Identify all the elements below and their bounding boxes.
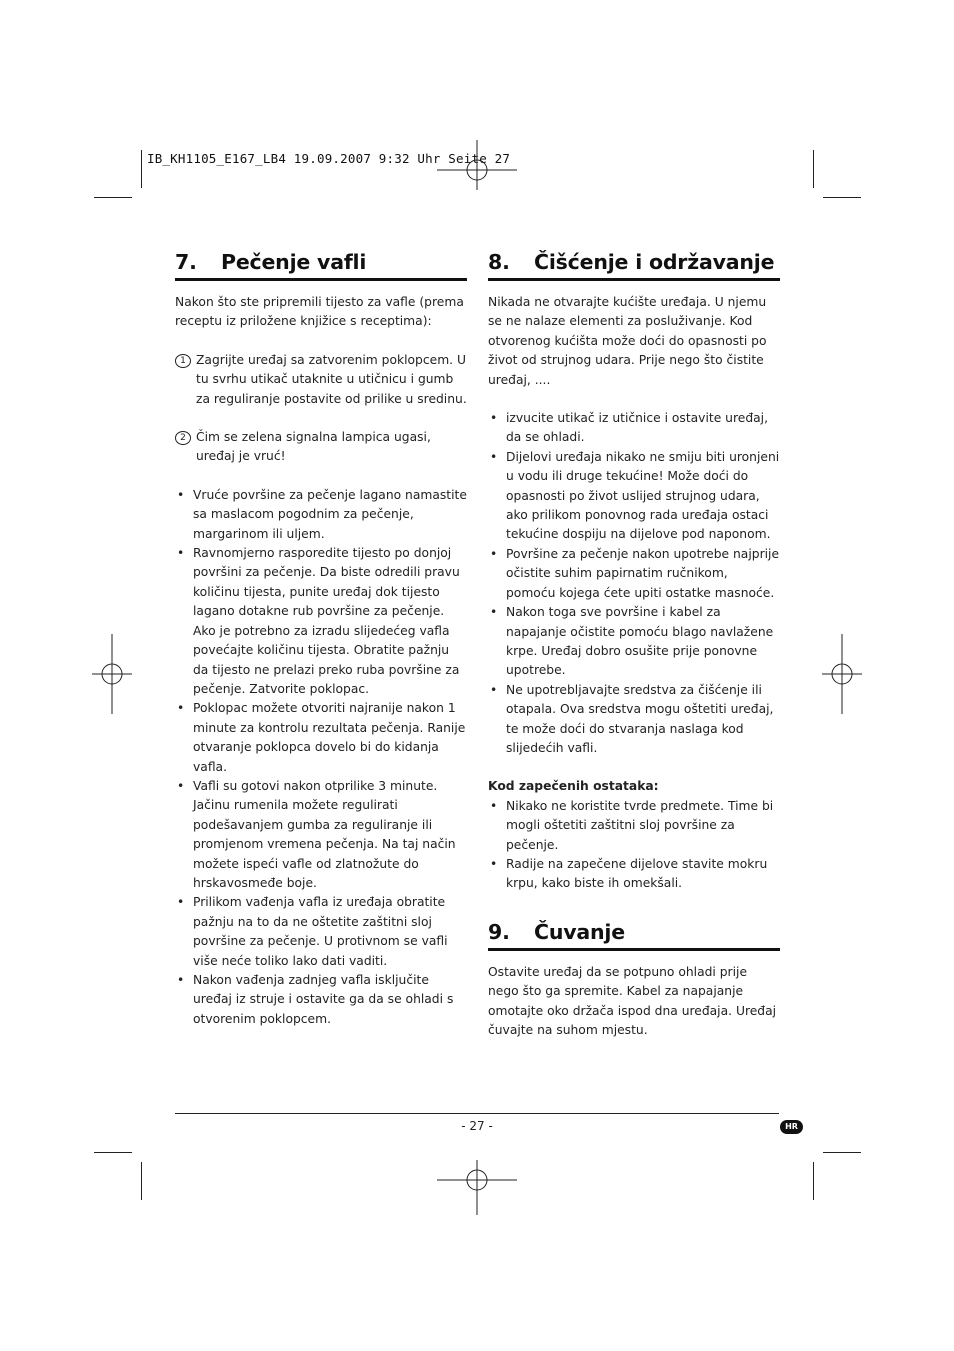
step-item	[175, 428, 467, 467]
crop-mark	[813, 150, 814, 188]
crop-mark	[94, 197, 132, 198]
crop-mark	[141, 1162, 142, 1200]
language-badge: HR	[780, 1120, 803, 1134]
registration-mark-icon	[437, 130, 517, 210]
list-item: • Poklopac možete otvoriti najranije nakon 1 minute za kontrolu rezultata pečenja. Ranije otvaranje poklopca dovelo bi do kidanja vafla.	[175, 699, 467, 777]
list-item: • Ravnomjerno rasporedite tijesto po donjoj površini za pečenje. Da biste odredili pravu količinu tijesta, punite uređaj dok tijesto lagano dotakne rub površine za pečenje. Ako je potrebno za izradu slijedećeg vafla povećajte količinu tijesta. Obratite pažnju da tijesto ne prelazi preko ruba površine za pečenje. Zatvorite poklopac.	[175, 544, 467, 699]
page-number: - 27 -	[461, 1119, 493, 1133]
section-number: 7.	[175, 250, 197, 274]
section-7	[175, 250, 467, 1029]
print-slug: IB_KH1105_E167_LB4 19.09.2007 9:32 Uhr Seite 27	[147, 151, 511, 166]
step-number-icon: 2	[175, 431, 191, 445]
sub-heading: Kod zapečenih ostataka:	[488, 779, 659, 794]
list-item: • Nakon vađenja zadnjeg vafla isključite uređaj iz struje i ostavite ga da se ohladi s otvorenim poklopcem.	[175, 971, 467, 1029]
bullet-list	[175, 486, 467, 1029]
list-item: • Nakon toga sve površine i kabel za napajanje očistite pomoću blago navlažene krpe. Uređaj dobro osušite prije ponovne upotrebe.	[488, 603, 780, 681]
crop-mark	[813, 1162, 814, 1200]
bullet-list	[488, 409, 780, 758]
section-title: Čišćenje i održavanje	[534, 250, 775, 274]
list-item: • Vruće površine za pečenje lagano namastite sa maslacom pogodnim za pečenje, margarinom ili uljem.	[175, 486, 467, 544]
step-text: Zagrijte uređaj sa zatvorenim poklopcem. U tu svrhu utikač utaknite u utičnicu i gumb za reguliranje postavite od prilike u sredinu.	[196, 352, 467, 406]
section-number: 9.	[488, 919, 510, 944]
list-item: • Vafli su gotovi nakon otprilike 3 minute. Jačinu rumenila možete regulirati podešavanjem gumba za reguliranje ili promjenom vremena pečenja. Na taj način možete ispeći vafle od zlatnožute do hrskavosmeđe boje.	[175, 777, 467, 893]
step-item	[175, 351, 467, 409]
list-item: • Prilikom vađenja vafla iz uređaja obratite pažnju na to da ne oštetite zaštitni sloj površine za pečenje. U protivnom se vafli više neće toliko lako dati vaditi.	[175, 893, 467, 971]
list-item: • Ne upotrebljavajte sredstva za čišćenje ili otapala. Ova sredstva mogu oštetiti uređaj, te može doći do stvaranja naslaga kod slijedećih vafli.	[488, 681, 780, 759]
intro-paragraph: Nakon što ste pripremili tijesto za vafle (prema receptu iz priložene knjižice s receptima):	[175, 295, 464, 329]
crop-mark	[94, 1152, 132, 1153]
section-heading	[488, 920, 780, 951]
section-8	[488, 250, 780, 1040]
section-heading	[175, 250, 467, 281]
step-number-icon: 1	[175, 354, 191, 368]
registration-mark-icon	[437, 1140, 517, 1220]
list-item: • Radije na zapečene dijelove stavite mokru krpu, kako biste ih omekšali.	[488, 855, 780, 894]
intro-paragraph: Nikada ne otvarajte kućište uređaja. U njemu se ne nalaze elementi za posluživanje. Kod otvorenog kućišta može doći do opasnosti po život od strujnog udara. Prije nego što čistite uređaj, ....	[488, 295, 767, 387]
step-text: Čim se zelena signalna lampica ugasi, uređaj je vruć!	[196, 430, 431, 464]
section-heading	[488, 250, 780, 281]
registration-mark-icon	[92, 634, 132, 714]
bullet-list	[488, 797, 780, 894]
registration-mark-icon	[822, 634, 862, 714]
list-item: • Nikako ne koristite tvrde predmete. Time bi mogli oštetiti zaštitni sloj površine za pečenje.	[488, 797, 780, 855]
crop-mark	[823, 1152, 861, 1153]
list-item: • izvucite utikač iz utičnice i ostavite uređaj, da se ohladi.	[488, 409, 780, 448]
list-item: • Dijelovi uređaja nikako ne smiju biti uronjeni u vodu ili druge tekućine! Može doći do opasnosti po život uslijed strujnog udara, ako prilikom ponovnog rada uređaja ostaci tekućine dospiju na dijelove pod naponom.	[488, 448, 780, 545]
footer-divider	[175, 1113, 779, 1114]
section-9	[488, 920, 780, 1041]
section-title: Pečenje vafli	[221, 250, 367, 274]
section-title: Čuvanje	[534, 919, 625, 944]
list-item: • Površine za pečenje nakon upotrebe najprije očistite suhim papirnatim ručnikom, pomoću kojega ćete upiti ostatke masnoće.	[488, 545, 780, 603]
crop-mark	[823, 197, 861, 198]
body-paragraph: Ostavite uređaj da se potpuno ohladi prije nego što ga spremite. Kabel za napajanje omotajte oko držača ispod dna uređaja. Uređaj čuvajte na suhom mjestu.	[488, 964, 777, 1037]
crop-mark	[141, 150, 142, 188]
section-number: 8.	[488, 250, 510, 274]
